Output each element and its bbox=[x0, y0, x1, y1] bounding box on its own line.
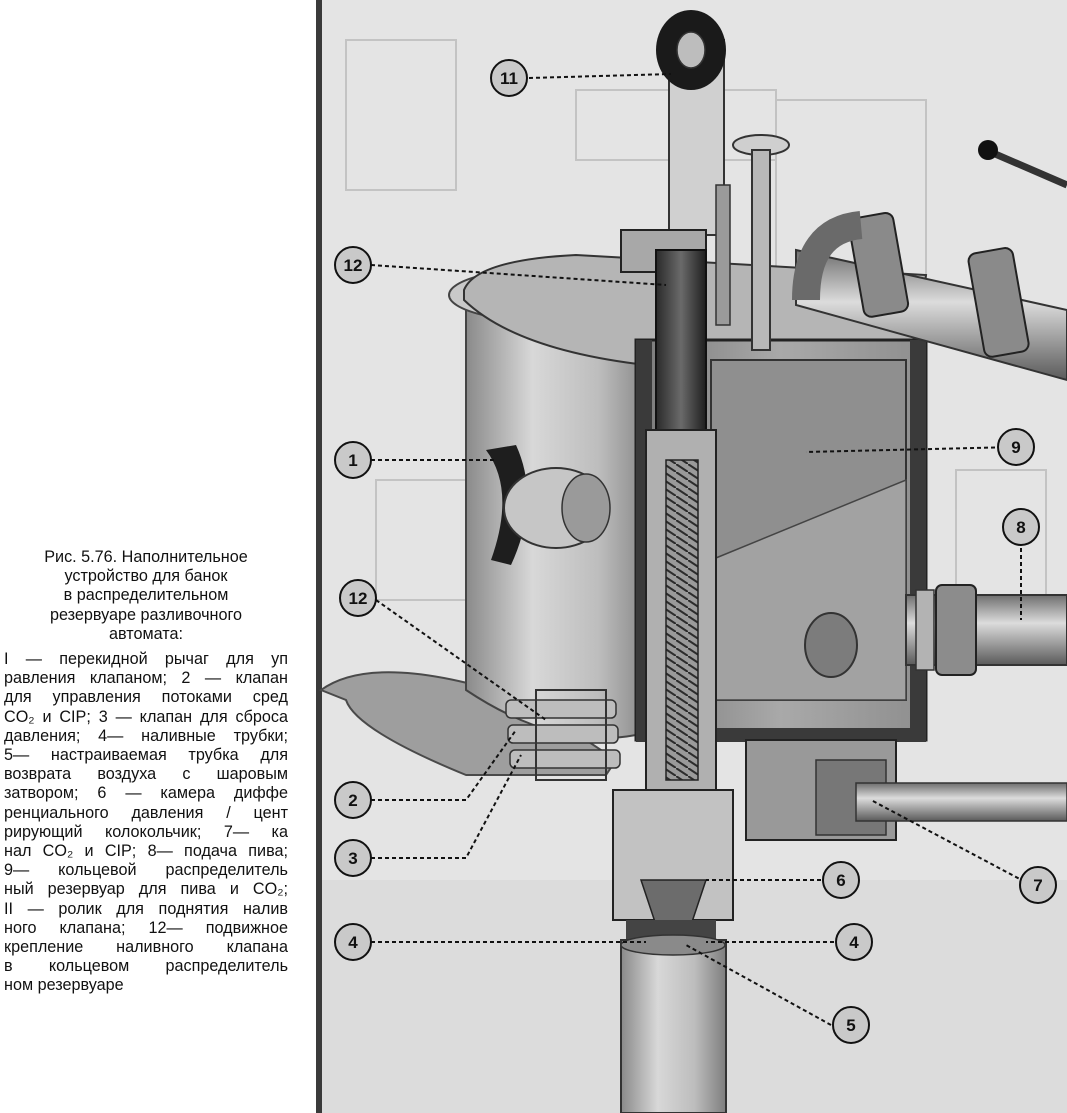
callout-12-upper bbox=[335, 247, 371, 283]
callout-6 bbox=[823, 862, 859, 898]
callout-label: 11 bbox=[500, 69, 518, 88]
callout-1 bbox=[335, 442, 371, 478]
beverage-can bbox=[621, 935, 726, 1113]
callout-label: 2 bbox=[348, 791, 358, 810]
legend-line: ного клапана; 12— подвижное bbox=[4, 918, 288, 937]
legend-line: равления клапаном; 2 — клапан bbox=[4, 669, 288, 688]
legend-line: затвором; 6 — камера диффе bbox=[4, 784, 288, 803]
legend-line: 5— настраиваемая трубка для bbox=[4, 746, 288, 765]
callout-8 bbox=[1003, 509, 1039, 545]
callout-11 bbox=[491, 60, 527, 96]
caption-title bbox=[4, 548, 288, 644]
figure-caption bbox=[4, 548, 288, 996]
callout-label: 4 bbox=[849, 933, 859, 952]
legend-line: II — ролик для поднятия налив bbox=[4, 899, 288, 918]
callout-label: 4 bbox=[348, 933, 358, 952]
callout-3 bbox=[335, 840, 371, 876]
caption-title-line: автомата: bbox=[109, 624, 183, 643]
callout-label: 1 bbox=[348, 451, 358, 470]
legend-line: крепление наливного клапана bbox=[4, 938, 288, 957]
beer-supply-pipe bbox=[906, 585, 1067, 675]
filling-device-illustration bbox=[316, 0, 1067, 1113]
legend-line: для управления потоками сред bbox=[4, 688, 288, 707]
legend-line: рирующий колокольчик; 7— ка bbox=[4, 822, 288, 841]
legend-line: 9— кольцевой распределитель bbox=[4, 861, 288, 880]
caption-title-line: Рис. 5.76. Наполнительное bbox=[44, 548, 248, 566]
legend-line: возврата воздуха с шаровым bbox=[4, 765, 288, 784]
side-valves bbox=[506, 690, 620, 780]
callout-label: 5 bbox=[846, 1016, 856, 1035]
callout-4-left bbox=[335, 924, 371, 960]
callout-label: 9 bbox=[1011, 438, 1021, 457]
callout-12-lower bbox=[340, 580, 376, 616]
left-frame-edge bbox=[316, 0, 322, 1113]
caption-title-line: резервуаре разливочного bbox=[49, 605, 243, 624]
legend-line: в кольцевом распределитель bbox=[4, 957, 288, 976]
callout-label: 3 bbox=[348, 849, 358, 868]
legend-line: нал CO₂ и CIP; 8— подача пива; bbox=[4, 842, 288, 861]
legend-line: CO₂ и CIP; 3 — клапан для сброса bbox=[4, 707, 288, 726]
callout-label: 12 bbox=[343, 256, 363, 275]
legend-line: I — перекидной рычаг для уп bbox=[4, 650, 288, 669]
callout-9 bbox=[998, 429, 1034, 465]
legend-line: ном резервуаре bbox=[4, 976, 124, 995]
legend-line: ный резервуар для пива и CO₂; bbox=[4, 880, 288, 899]
callout-5 bbox=[833, 1007, 869, 1043]
callout-2 bbox=[335, 782, 371, 818]
callout-label: 12 bbox=[348, 589, 368, 608]
legend-line: давления; 4— наливные трубки; bbox=[4, 726, 288, 745]
caption-title-line: в распределительном bbox=[63, 586, 229, 605]
caption-title-line: устройство для банок bbox=[64, 567, 228, 586]
callout-label: 6 bbox=[836, 871, 846, 890]
legend-line: ренциального давления / цент bbox=[4, 803, 288, 822]
callout-label: 8 bbox=[1016, 518, 1026, 537]
callout-7 bbox=[1020, 867, 1056, 903]
callout-4-right bbox=[836, 924, 872, 960]
caption-legend bbox=[4, 650, 288, 996]
callout-label: 7 bbox=[1033, 876, 1043, 895]
